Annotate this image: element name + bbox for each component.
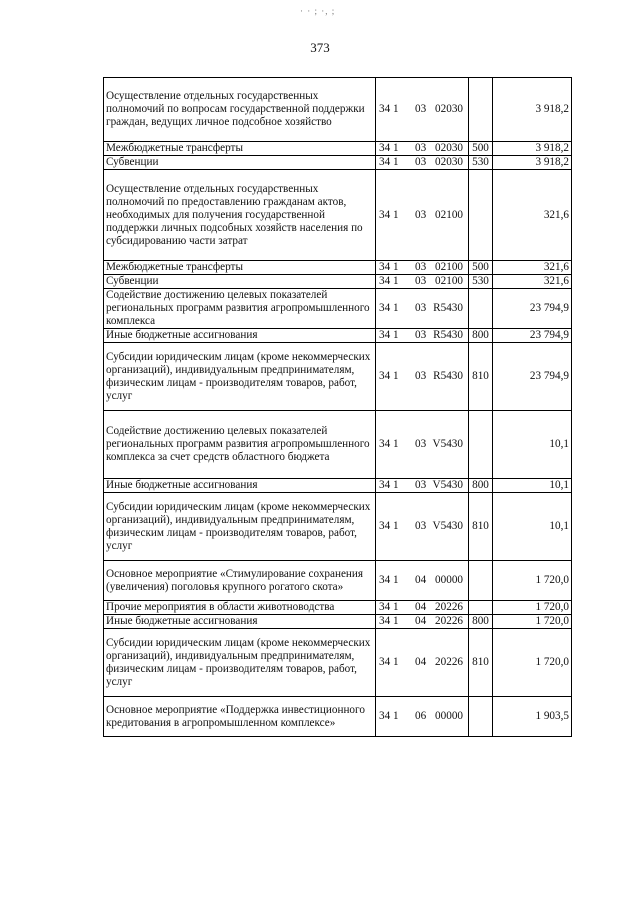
code-part-2: 03 [415,275,427,287]
row-amount-cell: 1 720,0 [493,561,572,601]
row-type-cell: 500 [469,142,493,156]
code-part-1: 34 1 [379,656,399,668]
row-code-cell [376,411,469,479]
row-amount-cell: 3 918,2 [493,156,572,170]
row-type-cell: 530 [469,156,493,170]
code-part-2: 03 [415,261,427,273]
row-amount-cell: 10,1 [493,479,572,493]
row-type-cell: 800 [469,615,493,629]
table-row [104,601,572,615]
code-part-2: 04 [415,656,427,668]
row-type-cell: 500 [469,261,493,275]
row-name-cell: Субвенции [104,275,376,289]
row-amount-cell: 23 794,9 [493,289,572,329]
code-part-3: R5430 [433,302,463,314]
row-code-cell [376,479,469,493]
code-part-2: 03 [415,156,427,168]
code-part-1: 34 1 [379,710,399,722]
row-name-cell: Содействие достижению целевых показателей региональных программ развития агропромышленного комплекса [104,289,376,329]
row-type-cell [469,697,493,737]
row-code-cell [376,329,469,343]
code-part-3: V5430 [432,438,463,450]
code-part-1: 34 1 [379,370,399,382]
code-part-3: V5430 [432,520,463,532]
code-part-1: 34 1 [379,261,399,273]
table-row [104,697,572,737]
row-amount-cell: 321,6 [493,275,572,289]
code-part-1: 34 1 [379,479,399,491]
row-name-cell: Иные бюджетные ассигнования [104,329,376,343]
row-code-cell [376,275,469,289]
row-code-cell [376,629,469,697]
row-code-cell [376,601,469,615]
code-part-1: 34 1 [379,142,399,154]
table-row [104,275,572,289]
row-type-cell: 530 [469,275,493,289]
row-code-cell [376,615,469,629]
code-part-1: 34 1 [379,520,399,532]
code-part-2: 03 [415,370,427,382]
code-part-1: 34 1 [379,615,399,627]
row-amount-cell: 321,6 [493,170,572,261]
table-row [104,289,572,329]
row-name-cell: Субсидии юридическим лицам (кроме некоммерческих организаций), индивидуальным предпринимателям, физическим лицам - производителям товаров, работ, услуг [104,629,376,697]
table-row [104,78,572,142]
code-part-1: 34 1 [379,208,399,221]
row-name-cell: Межбюджетные трансферты [104,261,376,275]
code-part-1: 34 1 [379,302,399,314]
code-part-1: 34 1 [379,438,399,450]
table-row [104,479,572,493]
code-part-3: R5430 [433,370,463,382]
code-part-3: 20226 [435,615,463,627]
row-name-cell: Основное мероприятие «Стимулирование сохранения (увеличения) поголовья крупного рогатого скота» [104,561,376,601]
table-row [104,142,572,156]
table-row [104,261,572,275]
row-code-cell [376,697,469,737]
row-amount-cell: 321,6 [493,261,572,275]
row-name-cell: Основное мероприятие «Поддержка инвестиционного кредитования в агропромышленном комплексе» [104,697,376,737]
row-code-cell [376,170,469,261]
row-name-cell: Прочие мероприятия в области животноводства [104,601,376,615]
table-row [104,629,572,697]
row-amount-cell: 23 794,9 [493,329,572,343]
code-part-2: 06 [415,710,427,722]
budget-table [103,77,572,737]
row-amount-cell: 3 918,2 [493,142,572,156]
page-number: 373 [310,40,330,55]
table-row [104,156,572,170]
code-part-3: 20226 [435,601,463,613]
code-part-3: 00000 [435,710,463,722]
code-part-3: 02100 [435,208,463,221]
row-name-cell: Осуществление отдельных государственных полномочий по вопросам государственной поддержки граждан, ведущих личное подсобное хозяйство [104,78,376,142]
row-amount-cell: 1 903,5 [493,697,572,737]
code-part-1: 34 1 [379,275,399,287]
row-type-cell [469,601,493,615]
row-amount-cell: 1 720,0 [493,601,572,615]
row-code-cell [376,343,469,411]
table-row [104,493,572,561]
code-part-3: 02030 [435,142,463,154]
code-part-2: 04 [415,574,427,586]
row-name-cell: Иные бюджетные ассигнования [104,479,376,493]
row-code-cell [376,561,469,601]
row-name-cell: Субсидии юридическим лицам (кроме некоммерческих организаций), индивидуальным предпринимателям, физическим лицам - производителям товаров, работ, услуг [104,343,376,411]
row-type-cell [469,411,493,479]
row-amount-cell: 23 794,9 [493,343,572,411]
row-code-cell [376,261,469,275]
code-part-2: 03 [415,208,427,221]
code-part-3: V5430 [432,479,463,491]
table-row [104,411,572,479]
row-code-cell [376,78,469,142]
code-part-1: 34 1 [379,601,399,613]
row-name-cell: Межбюджетные трансферты [104,142,376,156]
row-type-cell [469,78,493,142]
code-part-3: 02100 [435,261,463,273]
row-code-cell [376,156,469,170]
code-part-2: 04 [415,601,427,613]
code-part-3: 02030 [435,156,463,168]
row-type-cell: 800 [469,329,493,343]
row-code-cell [376,493,469,561]
code-part-2: 03 [415,302,427,314]
code-part-3: 20226 [435,656,463,668]
row-amount-cell: 10,1 [493,493,572,561]
row-name-cell: Субвенции [104,156,376,170]
row-amount-cell: 1 720,0 [493,615,572,629]
row-code-cell [376,289,469,329]
row-amount-cell: 1 720,0 [493,629,572,697]
code-part-2: 04 [415,615,427,627]
code-part-2: 03 [415,438,427,450]
row-type-cell [469,289,493,329]
row-type-cell [469,561,493,601]
table-row [104,329,572,343]
code-part-3: 00000 [435,574,463,586]
code-part-1: 34 1 [379,103,399,115]
code-part-2: 03 [415,479,427,491]
code-part-2: 03 [415,329,427,341]
row-name-cell: Субсидии юридическим лицам (кроме некоммерческих организаций), индивидуальным предпринимателям, физическим лицам - производителям товаров, работ, услуг [104,493,376,561]
row-type-cell [469,170,493,261]
table-row [104,561,572,601]
code-part-2: 03 [415,142,427,154]
row-type-cell: 800 [469,479,493,493]
code-part-1: 34 1 [379,156,399,168]
code-part-3: 02030 [435,103,463,115]
scan-mark: · · ; ·, ; [300,6,336,16]
code-part-2: 03 [415,103,427,115]
row-type-cell: 810 [469,629,493,697]
code-part-3: 02100 [435,275,463,287]
table-row [104,343,572,411]
row-name-cell: Иные бюджетные ассигнования [104,615,376,629]
code-part-1: 34 1 [379,329,399,341]
row-type-cell: 810 [469,343,493,411]
table-row [104,170,572,261]
row-code-cell [376,142,469,156]
code-part-3: R5430 [433,329,463,341]
budget-table-body [104,78,572,737]
row-name-cell: Содействие достижению целевых показателей региональных программ развития агропромышленного комплекса за счет средств областного бюджета [104,411,376,479]
row-name-cell: Осуществление отдельных государственных полномочий по предоставлению гражданам актов, необходимых для получения государственной поддержки личных подсобных хозяйств населения по субсидированию части затрат [104,170,376,261]
table-row [104,615,572,629]
code-part-1: 34 1 [379,574,399,586]
row-type-cell: 810 [469,493,493,561]
row-amount-cell: 10,1 [493,411,572,479]
row-amount-cell: 3 918,2 [493,78,572,142]
code-part-2: 03 [415,520,427,532]
